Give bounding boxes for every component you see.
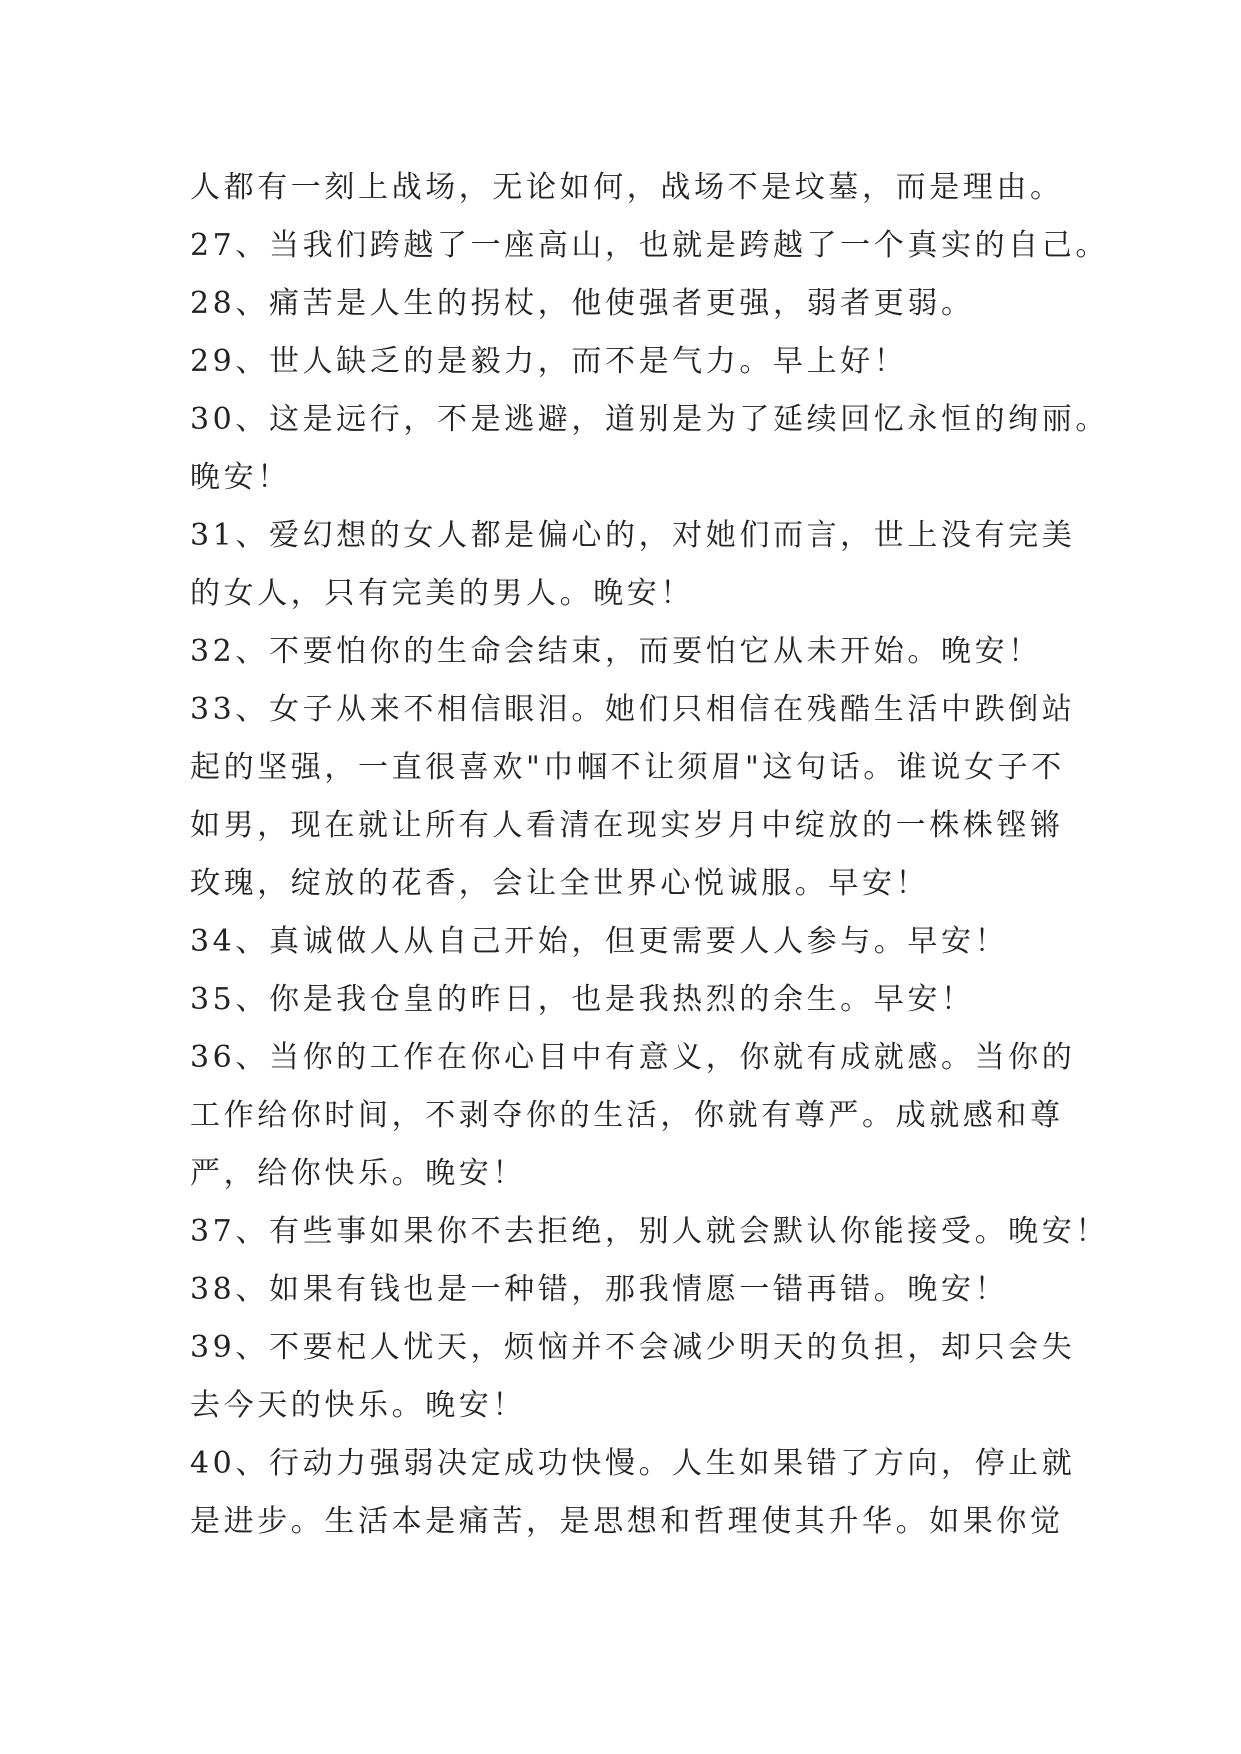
text-line: 36、当你的工作在你心目中有意义，你就有成就感。当你的 [190, 1040, 1076, 1075]
text-line: 如男，现在就让所有人看清在现实岁月中绽放的一株株铿锵 [190, 808, 1064, 843]
text-line: 28、痛苦是人生的拐杖，他使强者更强，弱者更弱。 [190, 286, 975, 321]
text-line: 晚安！ [190, 460, 291, 495]
text-line: 40、行动力强弱决定成功快慢。人生如果错了方向，停止就 [190, 1446, 1076, 1481]
text-line: 30、这是远行，不是逃避，道别是为了延续回忆永恒的绚丽。 [190, 402, 1109, 437]
text-line: 是进步。生活本是痛苦，是思想和哲理使其升华。如果你觉 [190, 1504, 1064, 1539]
text-line: 去今天的快乐。晚安！ [190, 1388, 526, 1423]
text-line: 玫瑰，绽放的花香，会让全世界心悦诚服。早安！ [190, 866, 930, 901]
text-line: 严，给你快乐。晚安！ [190, 1156, 526, 1191]
document-body [190, 159, 1190, 1551]
text-line: 32、不要怕你的生命会结束，而要怕它从未开始。晚安！ [190, 634, 1042, 669]
text-line: 31、爱幻想的女人都是偏心的，对她们而言，世上没有完美 [190, 518, 1076, 553]
text-line: 35、你是我仓皇的昨日，也是我热烈的余生。早安！ [190, 982, 975, 1017]
text-line: 27、当我们跨越了一座高山，也就是跨越了一个真实的自己。 [190, 228, 1109, 263]
text-line: 的女人，只有完美的男人。晚安！ [190, 576, 694, 611]
text-line: 人都有一刻上战场，无论如何，战场不是坟墓，而是理由。 [190, 170, 1064, 205]
text-line: 起的坚强，一直很喜欢"巾帼不让须眉"这句话。谁说女子不 [190, 750, 1065, 785]
text-line: 34、真诚做人从自己开始，但更需要人人参与。早安！ [190, 924, 1009, 959]
text-line: 33、女子从来不相信眼泪。她们只相信在残酷生活中跌倒站 [190, 692, 1076, 727]
text-line: 37、有些事如果你不去拒绝，别人就会默认你能接受。晚安！ [190, 1214, 1109, 1249]
text-line: 39、不要杞人忧天，烦恼并不会减少明天的负担，却只会失 [190, 1330, 1076, 1365]
text-line: 29、世人缺乏的是毅力，而不是气力。早上好！ [190, 344, 908, 379]
text-line: 工作给你时间，不剥夺你的生活，你就有尊严。成就感和尊 [190, 1098, 1064, 1133]
text-line: 38、如果有钱也是一种错，那我情愿一错再错。晚安！ [190, 1272, 1009, 1307]
